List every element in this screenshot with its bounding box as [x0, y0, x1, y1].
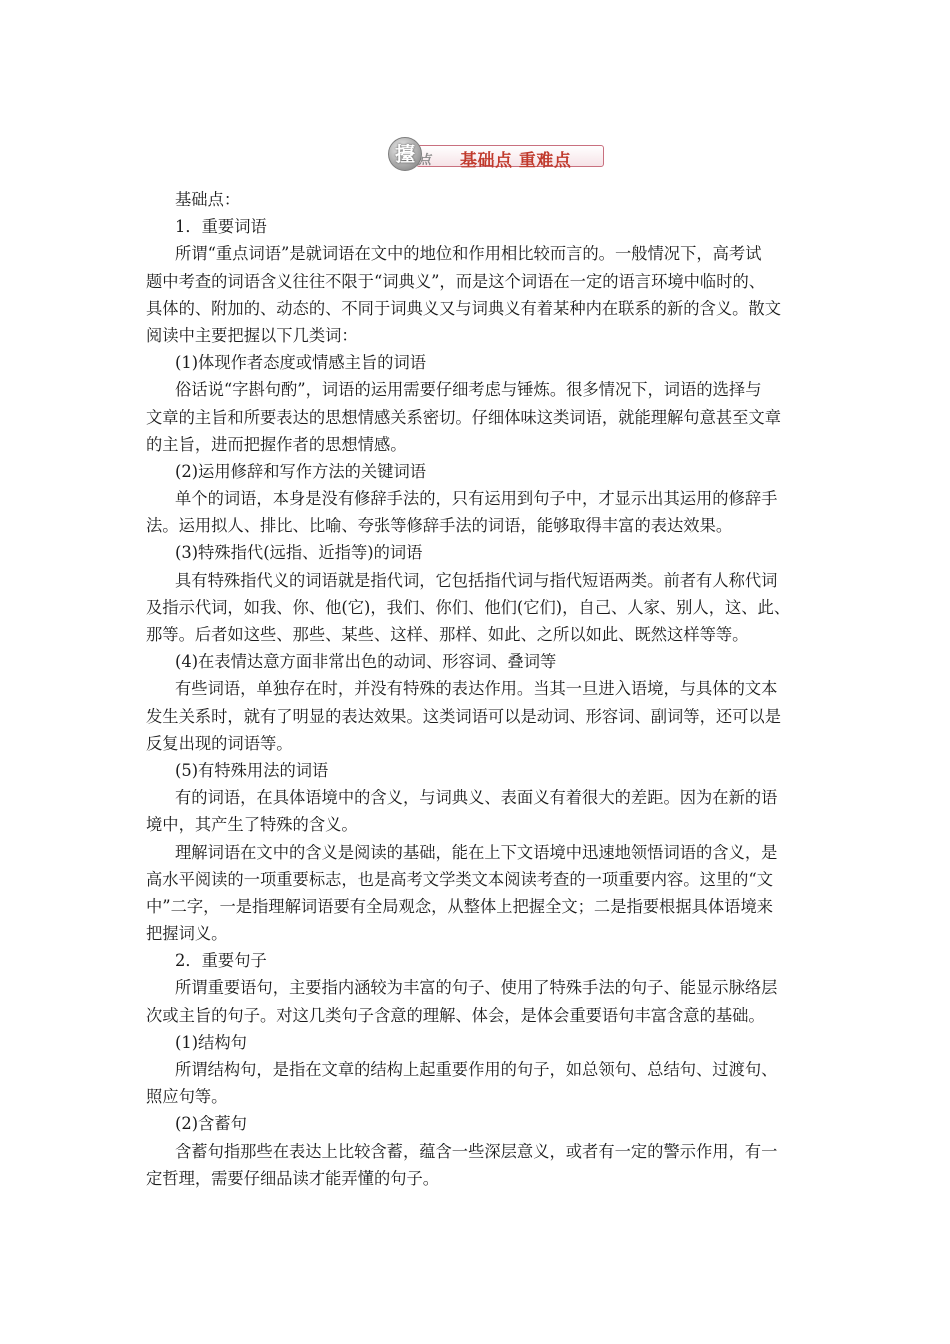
text-line: (2)运用修辞和写作方法的关键词语: [175, 461, 427, 481]
text-line: 及指示代词，如我、你、他(它)，我们、你们、他们(它们)，自己、人家、别人，这、此、: [146, 597, 791, 617]
text-line: (4)在表情达意方面非常出色的动词、形容词、叠词等: [175, 652, 557, 672]
text-line: 所谓结构句，是指在文章的结构上起重要作用的句子，如总领句、总结句、过渡句、: [175, 1060, 778, 1079]
text-line: 高水平阅读的一项重要标志，也是高考文学类文本阅读考查的一项重要内容。这里的“文: [146, 869, 774, 889]
text-line: 中”二字，一是指理解词语要有全局观念，从整体上把握全文；二是指要根据具体语境来: [146, 896, 774, 916]
document-body: [146, 186, 806, 1192]
text-line: 有的词语，在具体语境中的含义，与词典义、表面义有着很大的差距。因为在新的语: [175, 788, 778, 808]
text-line: 照应句等。: [146, 1087, 228, 1107]
text-line: 基础点：: [175, 190, 241, 209]
text-line: 2．重要句子: [175, 951, 267, 971]
text-line: 理解词语在文中的含义是阅读的基础，能在上下文语境中迅速地领悟词语的含义，是: [175, 842, 778, 862]
text-line: 阅读中主要把握以下几类词：: [146, 325, 358, 345]
text-line: (1)体现作者态度或情感主旨的词语: [175, 353, 427, 373]
text-line: 所谓“重点词语”是就词语在文中的地位和作用相比较而言的。一般情况下，高考试: [175, 244, 762, 264]
text-line: 的主旨，进而把握作者的思想情感。: [146, 434, 407, 454]
text-line: 法。运用拟人、排比、比喻、夸张等修辞手法的词语，能够取得丰富的表达效果。: [146, 516, 733, 536]
text-line: 含蓄句指那些在表达上比较含蓄，蕴含一些深层意义，或者有一定的警示作用，有一: [175, 1141, 778, 1161]
text-line: (5)有特殊用法的词语: [175, 760, 329, 780]
text-line: 单个的词语，本身是没有修辞手法的，只有运用到句子中，才显示出其运用的修辞手: [175, 489, 778, 509]
banner-title: 基础点 重难点: [460, 151, 572, 171]
text-line: 把握词义。: [146, 924, 228, 944]
banner-small-label: 点: [418, 153, 432, 168]
text-line: 境中，其产生了特殊的含义。: [146, 815, 358, 835]
text-line: 反复出现的词语等。: [146, 733, 293, 753]
section-banner: [388, 137, 606, 171]
text-line: 具体的、附加的、动态的、不同于词典义又与词典义有着某种内在联系的新的含义。散文: [146, 298, 781, 318]
text-line: 定哲理，需要仔细品读才能弄懂的句子。: [146, 1168, 440, 1188]
text-line: 发生关系时，就有了明显的表达效果。这类词语可以是动词、形容词、副词等，还可以是: [146, 706, 781, 726]
text-line: 题中考查的词语含义往往不限于“词典义”，而是这个词语在一定的语言环境中临时的、: [146, 271, 766, 291]
text-line: 具有特殊指代义的词语就是指代词，它包括指代词与指代短语两类。前者有人称代词: [175, 570, 778, 590]
text-line: (3)特殊指代(远指、近指等)的词语: [175, 543, 423, 563]
text-line: 次或主旨的句子。对这几类句子含意的理解、体会，是体会重要语句丰富含意的基础。: [146, 1005, 765, 1025]
text-line: 文章的主旨和所要表达的思想情感关系密切。仔细体味这类词语，就能理解句意甚至文章: [146, 407, 781, 427]
text-line: 所谓重要语句，主要指内涵较为丰富的句子、使用了特殊手法的句子、能显示脉络层: [175, 978, 778, 998]
text-line: 1．重要词语: [175, 217, 267, 237]
text-line: 有些词语，单独存在时，并没有特殊的表达作用。当其一旦进入语境，与具体的文本: [175, 679, 778, 699]
text-line: (2)含蓄句: [175, 1114, 247, 1134]
text-line: (1)结构句: [175, 1032, 247, 1052]
text-line: 那等。后者如这些、那些、某些、这样、那样、如此、之所以如此、既然这样等等。: [146, 625, 749, 644]
banner-badge-icon: 擡: [388, 137, 422, 171]
text-line: 俗话说“字斟句酌”，词语的运用需要仔细考虑与锤炼。很多情况下，词语的选择与: [175, 380, 762, 400]
